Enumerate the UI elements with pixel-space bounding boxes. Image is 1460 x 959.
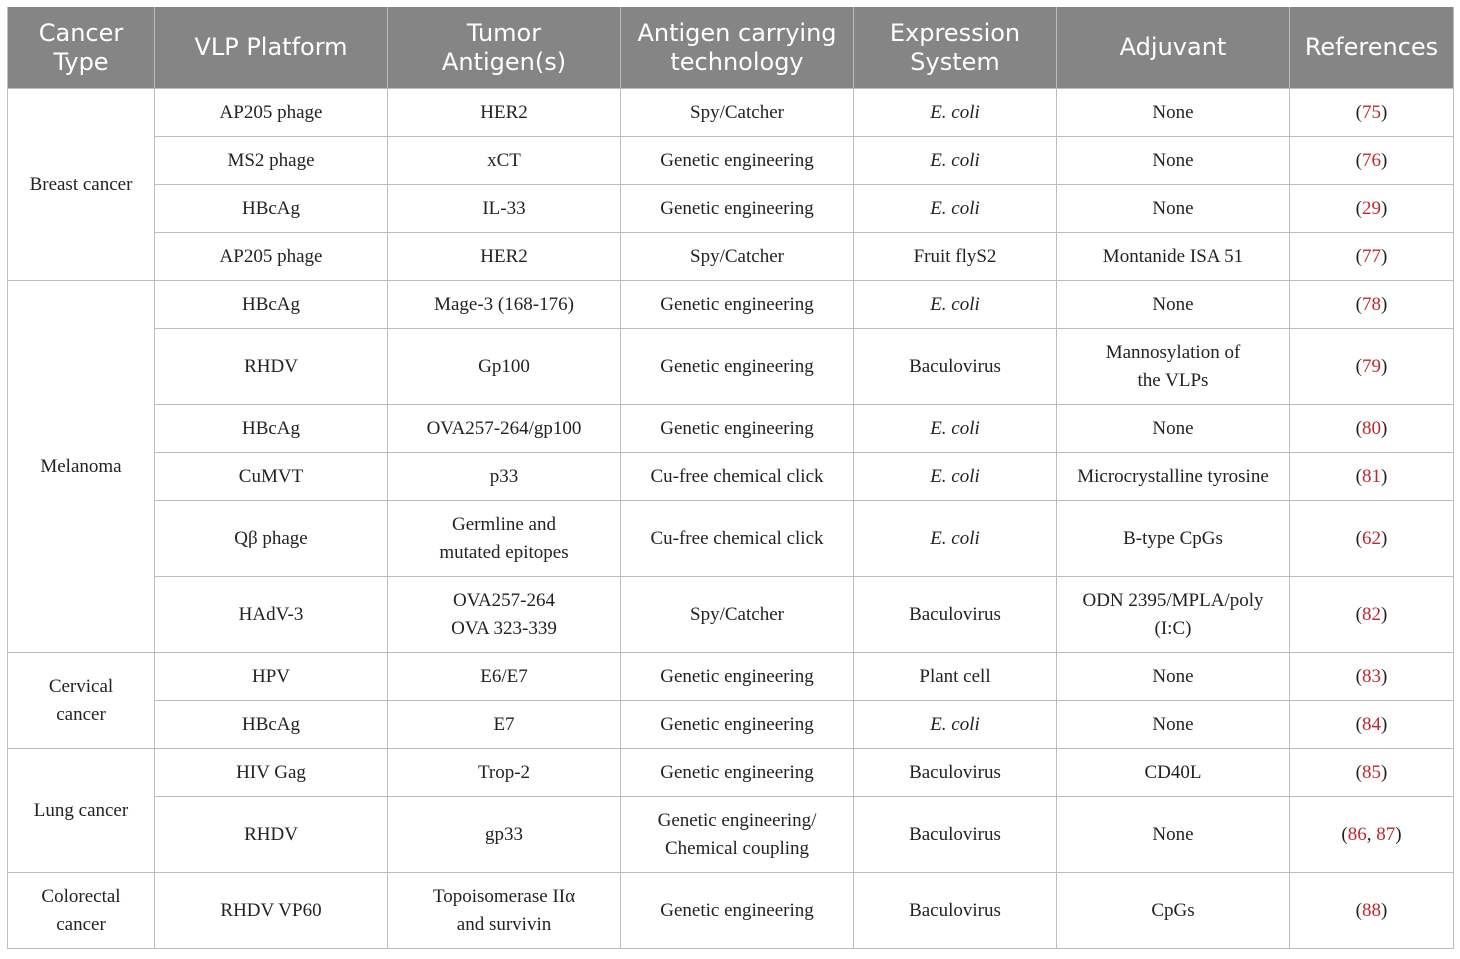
reference-link[interactable]: 81 <box>1362 465 1381 487</box>
tumor-antigen-cell: IL-33 <box>388 185 621 233</box>
expression-system-cell: E. coli <box>854 137 1057 185</box>
vlp-platform-cell: HPV <box>155 653 388 701</box>
expression-system-cell: Baculovirus <box>854 577 1057 653</box>
expression-system-cell: Plant cell <box>854 653 1057 701</box>
references-cell: (82) <box>1290 577 1454 653</box>
expression-system-cell: Baculovirus <box>854 797 1057 873</box>
reference-link[interactable]: 29 <box>1362 197 1381 219</box>
cancer-type-cell: Lung cancer <box>8 749 155 873</box>
references-cell: (81) <box>1290 453 1454 501</box>
adjuvant-cell: ODN 2395/MPLA/poly (I:C) <box>1057 577 1290 653</box>
reference-link[interactable]: 62 <box>1362 527 1381 549</box>
cancer-type-cell: Cervical cancer <box>8 653 155 749</box>
references-cell: (75) <box>1290 89 1454 137</box>
table-row <box>8 281 1454 329</box>
expression-system-cell: E. coli <box>854 89 1057 137</box>
antigen-technology-cell: Genetic engineering <box>621 329 854 405</box>
antigen-technology-cell: Genetic engineering <box>621 281 854 329</box>
header-row <box>8 7 1454 89</box>
vlp-platform-cell: Qβ phage <box>155 501 388 577</box>
references-cell: (79) <box>1290 329 1454 405</box>
adjuvant-cell: None <box>1057 137 1290 185</box>
header-expression-system: Expression System <box>854 7 1057 89</box>
adjuvant-cell: None <box>1057 405 1290 453</box>
references-cell: (88) <box>1290 873 1454 949</box>
references-cell: (80) <box>1290 405 1454 453</box>
antigen-technology-cell: Genetic engineering <box>621 653 854 701</box>
tumor-antigen-cell: Trop-2 <box>388 749 621 797</box>
reference-link[interactable]: 84 <box>1362 713 1381 735</box>
vlp-platform-cell: MS2 phage <box>155 137 388 185</box>
antigen-technology-cell: Genetic engineering <box>621 137 854 185</box>
expression-system-cell: Baculovirus <box>854 329 1057 405</box>
tumor-antigen-cell: p33 <box>388 453 621 501</box>
reference-link[interactable]: 85 <box>1362 761 1381 783</box>
cancer-type-cell: Breast cancer <box>8 89 155 281</box>
reference-link[interactable]: 86 <box>1347 823 1367 845</box>
table-row <box>8 89 1454 137</box>
reference-link[interactable]: 79 <box>1362 355 1381 377</box>
reference-link[interactable]: 83 <box>1362 665 1381 687</box>
adjuvant-cell: None <box>1057 701 1290 749</box>
table-row <box>8 137 1454 185</box>
vlp-platform-cell: HIV Gag <box>155 749 388 797</box>
tumor-antigen-cell: OVA257-264/gp100 <box>388 405 621 453</box>
antigen-technology-cell: Cu-free chemical click <box>621 501 854 577</box>
tumor-antigen-cell: E7 <box>388 701 621 749</box>
table-row <box>8 501 1454 577</box>
tumor-antigen-cell: OVA257-264 OVA 323-339 <box>388 577 621 653</box>
table-row <box>8 577 1454 653</box>
expression-system-cell: E. coli <box>854 453 1057 501</box>
table-header <box>8 7 1454 89</box>
expression-system-cell: E. coli <box>854 281 1057 329</box>
adjuvant-cell: Microcrystalline tyrosine <box>1057 453 1290 501</box>
header-cancer-type: Cancer Type <box>8 7 155 89</box>
table-body <box>8 89 1454 949</box>
reference-link[interactable]: 88 <box>1362 899 1381 921</box>
references-cell: (29) <box>1290 185 1454 233</box>
antigen-technology-cell: Spy/Catcher <box>621 89 854 137</box>
table-row <box>8 653 1454 701</box>
vlp-platform-cell: RHDV <box>155 329 388 405</box>
vlp-platform-cell: AP205 phage <box>155 233 388 281</box>
references-cell: (76) <box>1290 137 1454 185</box>
adjuvant-cell: None <box>1057 797 1290 873</box>
reference-link[interactable]: 75 <box>1362 101 1381 123</box>
table-row <box>8 329 1454 405</box>
references-cell: (85) <box>1290 749 1454 797</box>
reference-link[interactable]: 82 <box>1362 603 1381 625</box>
header-references: References <box>1290 7 1454 89</box>
expression-system-cell: E. coli <box>854 185 1057 233</box>
table-row <box>8 749 1454 797</box>
expression-system-cell: E. coli <box>854 405 1057 453</box>
vlp-platform-cell: RHDV <box>155 797 388 873</box>
table-row <box>8 701 1454 749</box>
header-tumor-antigens: Tumor Antigen(s) <box>388 7 621 89</box>
adjuvant-cell: None <box>1057 185 1290 233</box>
adjuvant-cell: CD40L <box>1057 749 1290 797</box>
vlp-platform-cell: CuMVT <box>155 453 388 501</box>
antigen-technology-cell: Spy/Catcher <box>621 233 854 281</box>
cancer-type-cell: Melanoma <box>8 281 155 653</box>
antigen-technology-cell: Spy/Catcher <box>621 577 854 653</box>
reference-link[interactable]: 87 <box>1376 823 1396 845</box>
table-row <box>8 453 1454 501</box>
vlp-platform-cell: HAdV-3 <box>155 577 388 653</box>
reference-link[interactable]: 78 <box>1362 293 1381 315</box>
antigen-technology-cell: Genetic engineering/ Chemical coupling <box>621 797 854 873</box>
table-row <box>8 873 1454 949</box>
tumor-antigen-cell: Germline and mutated epitopes <box>388 501 621 577</box>
tumor-antigen-cell: HER2 <box>388 233 621 281</box>
vlp-platform-cell: RHDV VP60 <box>155 873 388 949</box>
adjuvant-cell: None <box>1057 89 1290 137</box>
adjuvant-cell: None <box>1057 281 1290 329</box>
adjuvant-cell: CpGs <box>1057 873 1290 949</box>
header-adjuvant: Adjuvant <box>1057 7 1290 89</box>
vlp-platform-cell: HBcAg <box>155 701 388 749</box>
expression-system-cell: Baculovirus <box>854 873 1057 949</box>
table-row <box>8 797 1454 873</box>
antigen-technology-cell: Genetic engineering <box>621 185 854 233</box>
vlp-platform-cell: HBcAg <box>155 405 388 453</box>
tumor-antigen-cell: HER2 <box>388 89 621 137</box>
expression-system-cell: Fruit flyS2 <box>854 233 1057 281</box>
tumor-antigen-cell: Gp100 <box>388 329 621 405</box>
table-container <box>7 7 1453 949</box>
tumor-antigen-cell: Topoisomerase IIα and survivin <box>388 873 621 949</box>
vlp-platform-cell: AP205 phage <box>155 89 388 137</box>
reference-link[interactable]: 77 <box>1362 245 1381 267</box>
cancer-type-cell: Colorectal cancer <box>8 873 155 949</box>
references-cell: (84) <box>1290 701 1454 749</box>
references-cell: (77) <box>1290 233 1454 281</box>
table-row <box>8 185 1454 233</box>
adjuvant-cell: Montanide ISA 51 <box>1057 233 1290 281</box>
antigen-technology-cell: Genetic engineering <box>621 405 854 453</box>
header-vlp-platform: VLP Platform <box>155 7 388 89</box>
adjuvant-cell: Mannosylation of the VLPs <box>1057 329 1290 405</box>
header-antigen-technology: Antigen carrying technology <box>621 7 854 89</box>
expression-system-cell: E. coli <box>854 701 1057 749</box>
vlp-platform-cell: HBcAg <box>155 185 388 233</box>
tumor-antigen-cell: xCT <box>388 137 621 185</box>
tumor-antigen-cell: gp33 <box>388 797 621 873</box>
antigen-technology-cell: Genetic engineering <box>621 873 854 949</box>
reference-link[interactable]: 76 <box>1362 149 1381 171</box>
vlp-cancer-table <box>7 7 1454 949</box>
tumor-antigen-cell: Mage-3 (168-176) <box>388 281 621 329</box>
adjuvant-cell: B-type CpGs <box>1057 501 1290 577</box>
expression-system-cell: Baculovirus <box>854 749 1057 797</box>
vlp-platform-cell: HBcAg <box>155 281 388 329</box>
antigen-technology-cell: Genetic engineering <box>621 749 854 797</box>
adjuvant-cell: None <box>1057 653 1290 701</box>
antigen-technology-cell: Genetic engineering <box>621 701 854 749</box>
expression-system-cell: E. coli <box>854 501 1057 577</box>
references-cell: (78) <box>1290 281 1454 329</box>
references-cell: (86, 87) <box>1290 797 1454 873</box>
references-cell: (62) <box>1290 501 1454 577</box>
reference-link[interactable]: 80 <box>1362 417 1381 439</box>
table-row <box>8 405 1454 453</box>
table-row <box>8 233 1454 281</box>
tumor-antigen-cell: E6/E7 <box>388 653 621 701</box>
antigen-technology-cell: Cu-free chemical click <box>621 453 854 501</box>
references-cell: (83) <box>1290 653 1454 701</box>
